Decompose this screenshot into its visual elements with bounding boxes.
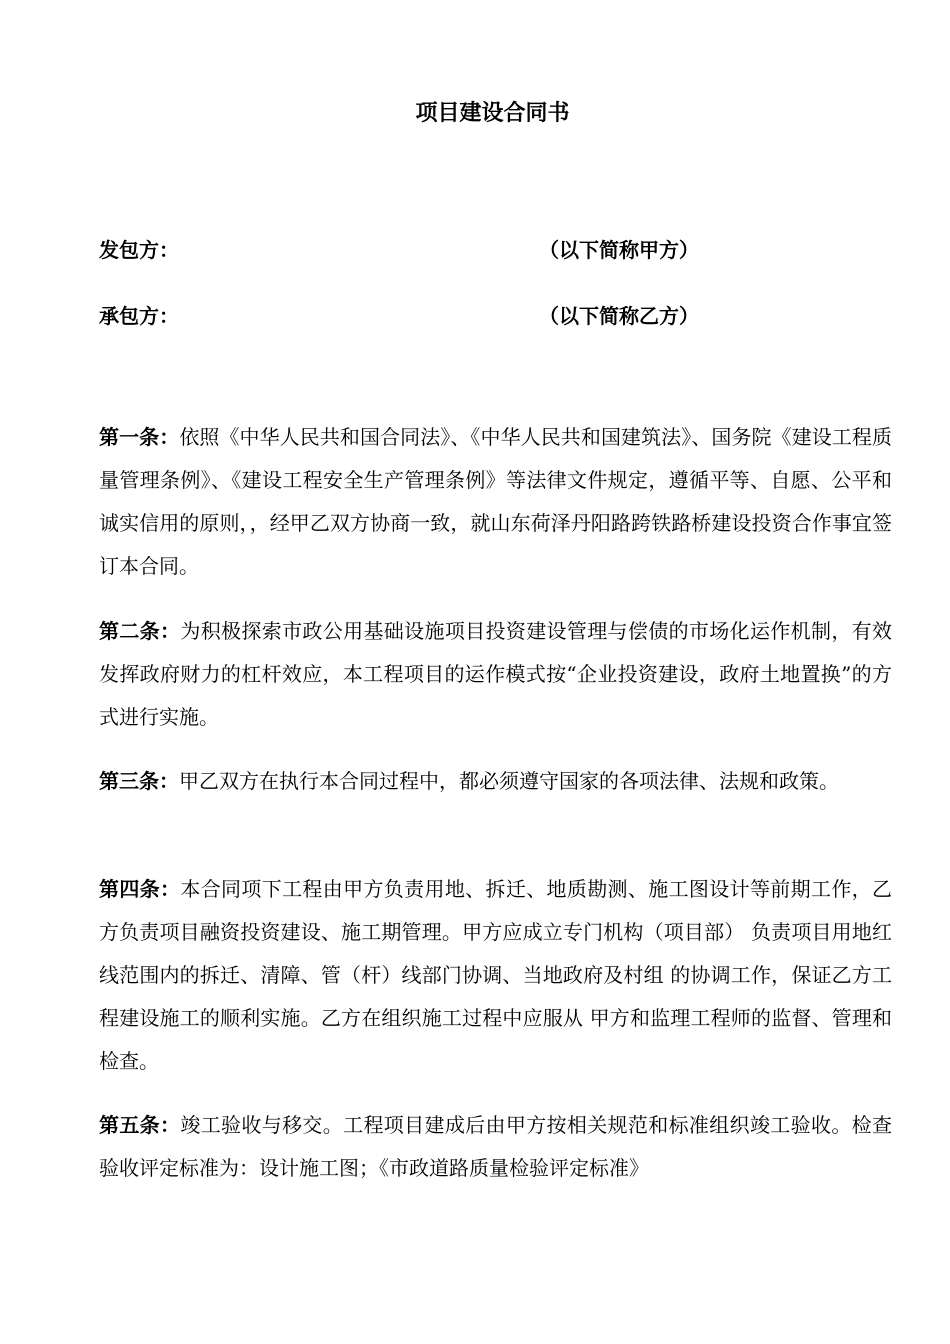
party-contractor-note: （以下简称乙方） (539, 304, 699, 328)
document-title: 项目建设合同书 (415, 101, 570, 126)
article-4-text: 本合同项下工程由甲方负责用地、拆迁、地质勘测、施工图设计等前期工作，乙方负责项目融资投资建设、施工期管理。甲方应成立专门机构（项目部） 负责项目用地红线范围内的拆迁、清障、管（杆）线部门协调、当地政府及村组 的协调工作，保证乙方工程建设施工的顺利实施。乙方在组织施工过程中应服从 甲方和监理工程师的监督、管理和检查。 (99, 877, 893, 1073)
article-3-heading: 第三条： (99, 769, 179, 793)
article-5 (99, 1104, 892, 1190)
article-2-heading: 第二条： (99, 619, 181, 643)
article-5-text: 竣工验收与移交。工程项目建成后由甲方按相关规范和标准组织竣工验收。检查验收评定标准为：设计施工图；《市政道路质量检验评定标准》 (99, 1113, 893, 1180)
party-client-note: （以下简称甲方） (539, 238, 699, 262)
party-contractor-label: 承包方： (99, 304, 179, 328)
article-3-text: 甲乙双方在执行本合同过程中，都必须遵守国家的各项法律、法规和政策。 (179, 769, 839, 793)
party-client (99, 234, 899, 264)
article-2-text: 为积极探索市政公用基础设施项目投资建设管理与偿债的市场化运作机制，有效发挥政府财力的杠杆效应，本工程项目的运作模式按“企业投资建设，政府土地置换”的方式进行实施。 (99, 619, 893, 729)
article-1-heading: 第一条： (99, 425, 180, 449)
article-4-heading: 第四条： (99, 877, 181, 901)
article-2 (99, 610, 892, 739)
article-1-text: 依照《中华人民共和国合同法》、《中华人民共和国建筑法》、国务院《建设工程质量管理条例》、《建设工程安全生产管理条例》等法律文件规定，遵循平等、自愿、公平和诚实信用的原则，，经甲乙双方协商一致，就山东荷泽丹阳路跨铁路桥建设投资合作事宜签订本合同。 (99, 425, 893, 578)
article-5-heading: 第五条： (99, 1113, 181, 1137)
article-4 (99, 868, 892, 1083)
party-client-label: 发包方： (99, 238, 179, 262)
party-contractor (99, 300, 899, 330)
article-1 (99, 416, 892, 588)
article-3 (99, 760, 892, 803)
